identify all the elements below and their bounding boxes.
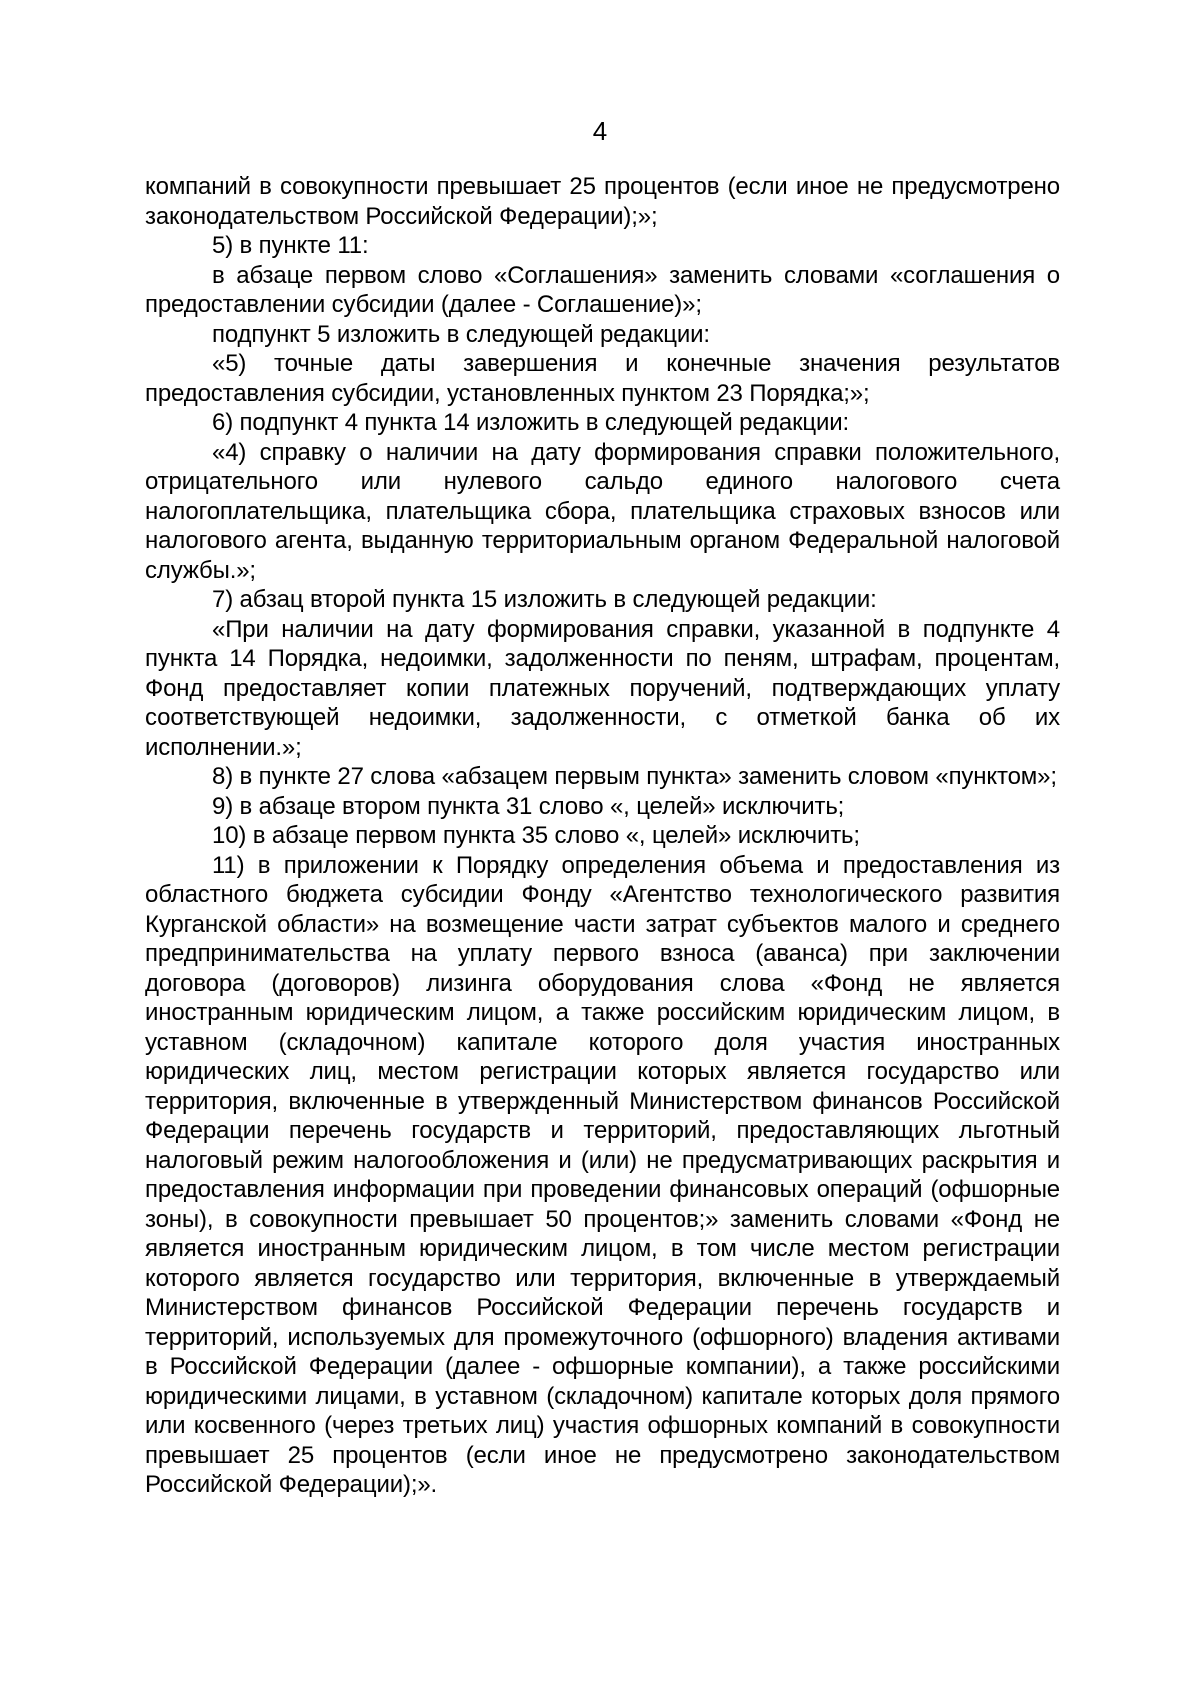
paragraph: 5) в пункте 11:	[212, 232, 369, 259]
paragraph: «5) точные даты завершения и конечные значения результатов предоставления субсидии, установленных пунктом 23 Порядка;»;	[145, 350, 1060, 407]
paragraph: в абзаце первом слово «Соглашения» заменить словами «соглашения о предоставлении субсидии (далее - Соглашение)»;	[145, 261, 1060, 318]
paragraph: 8) в пункте 27 слова «абзацем первым пункта» заменить словом «пунктом»;	[212, 763, 1057, 790]
paragraph: 7) абзац второй пункта 15 изложить в следующей редакции:	[212, 586, 877, 613]
paragraph: подпункт 5 изложить в следующей редакции:	[212, 320, 710, 348]
paragraph: 6) подпункт 4 пункта 14 изложить в следующей редакции:	[212, 409, 850, 436]
paragraph: «4) справку о наличии на дату формирования справки положительного, отрицательного или нулевого сальдо единого налогового счета налогоплательщика, плательщика сбора, плательщика страховых взносов или налогового агента, выданную территориальным органом Федеральной налоговой службы.»;	[145, 438, 1060, 584]
page-number: 4	[592, 116, 608, 146]
paragraph: компаний в совокупности превышает 25 процентов (если иное не предусмотрено законодательством Российской Федерации);»;	[145, 173, 1060, 230]
document-body	[145, 172, 1060, 1500]
paragraph: 10) в абзаце первом пункта 35 слово «, целей» исключить;	[212, 822, 860, 849]
paragraph: 11) в приложении к Порядку определения объема и предоставления из областного бюджета субсидии Фонду «Агентство технологического развития Курганской области» на возмещение части затрат субъектов малого и среднего предпринимательства на уплату первого взноса (аванса) при заключении договора (договоров) лизинга оборудования слова «Фонд не является иностранным юридическим лицом, а также российским юридическим лицом, в уставном (складочном) капитале которого доля участия иностранных юридических лиц, местом регистрации которых является государство или территория, включенные в утвержденный Министерством финансов Российской Федерации перечень государств и территорий, предоставляющих льготный налоговый режим налогообложения и (или) не предусматривающих раскрытия и предоставления информации при проведении финансовых операций (офшорные зоны), в совокупности превышает 50 процентов;» заменить словами «Фонд не является иностранным юридическим лицом, в том числе местом регистрации которого является государство или территория, включенные в утверждаемый Министерством финансов Российской Федерации перечень государств и территорий, используемых для промежуточного (офшорного) владения активами в Российской Федерации (далее - офшорные компании), а также российскими юридическими лицами, в уставном (складочном) капитале которых доля прямого или косвенного (через третьих лиц) участия офшорных компаний в совокупности превышает 25 процентов (если иное не предусмотрено законодательством Российской Федерации);».	[145, 851, 1060, 1498]
paragraph: «При наличии на дату формирования справки, указанной в подпункте 4 пункта 14 Порядка, недоимки, задолженности по пеням, штрафам, процентам, Фонд предоставляет копии платежных поручений, подтверждающих уплату соответствующей недоимки, задолженности, с отметкой банка об их исполнении.»;	[145, 615, 1060, 761]
paragraph: 9) в абзаце втором пункта 31 слово «, целей» исключить;	[212, 792, 845, 820]
